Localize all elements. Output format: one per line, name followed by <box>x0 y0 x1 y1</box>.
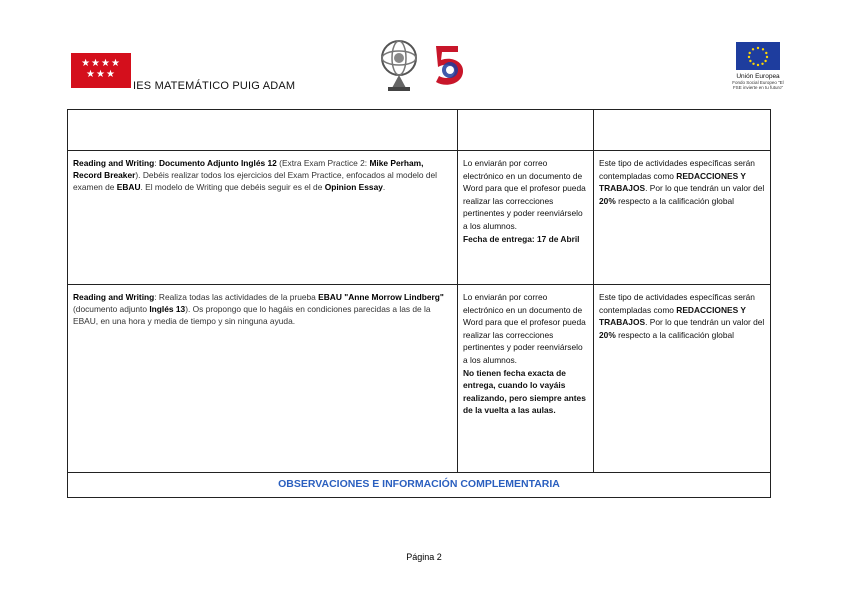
text-span: . El modelo de Writing que debéis seguir es el de <box>140 182 325 192</box>
empty-cell <box>68 110 458 151</box>
text-span: : <box>154 158 159 168</box>
text-span: : Realiza todas las actividades de la prueba <box>154 292 319 302</box>
stars-icon: ★★★★ ★★★ <box>81 58 121 80</box>
observations-heading: OBSERVACIONES E INFORMACIÓN COMPLEMENTARIA <box>68 473 771 498</box>
test-name: EBAU "Anne Morrow Lindberg" <box>318 292 444 302</box>
text-span: Este tipo de actividades específicas serán contempladas como <box>599 292 755 315</box>
text-span: . Por lo que tendrán un valor del <box>645 317 765 328</box>
book-title: Mike Perham, Record Breaker <box>73 158 424 180</box>
activity-cell <box>68 151 458 285</box>
evaluation-cell <box>594 151 771 285</box>
eu-title: Unión Europea <box>736 73 780 80</box>
text-span: (Extra Exam Practice 2: <box>276 158 370 168</box>
delivery-text: Lo enviarán por correo electrónico en un documento de Word para que el profesor pueda realizar las correcciones pertinentes y poder reenviárselo a los alumnos. <box>463 292 586 365</box>
text-span: ). Debéis realizar todos los ejercicios del Exam Practice, enfocados al modelo del examen de <box>73 170 438 192</box>
text-span: . <box>382 182 386 192</box>
table-row <box>68 151 771 285</box>
activity-label: Reading and Writing <box>73 292 155 302</box>
delivery-text: Lo enviarán por correo electrónico en un documento de Word para que el profesor pueda realizar las correcciones pertinentes y poder reenviárselo a los alumnos. <box>463 158 586 231</box>
text-span: respecto a la calificación global <box>615 195 735 206</box>
activity-type: REDACCIONES Y TRABAJOS <box>599 170 746 194</box>
empty-cell <box>594 110 771 151</box>
activity-type: REDACCIONES Y TRABAJOS <box>599 304 746 328</box>
eu-subtitle: Fondo Social Europeo "El FSE invierte en tu futuro" <box>732 80 784 90</box>
school-name: IES MATEMÁTICO PUIG ADAM <box>133 80 296 92</box>
text-span: ). Os propongo que lo hagáis en condiciones parecidas a las de la EBAU, en una hora y media de tiempo y sin ninguna ayuda. <box>73 304 431 326</box>
grade-percentage: 20% <box>599 329 616 340</box>
eu-logo <box>728 42 788 90</box>
evaluation-cell <box>594 285 771 473</box>
armillary-emblem-icon <box>378 38 420 92</box>
text-span: respecto a la calificación global <box>615 329 735 340</box>
fifty-years-logo-icon <box>430 42 470 88</box>
activities-table <box>67 109 771 498</box>
attachment-name: Inglés 13 <box>149 304 186 314</box>
deadline-text: Fecha de entrega: 17 de Abril <box>463 233 580 244</box>
page-number: Página 2 <box>406 552 442 562</box>
text-span: . Por lo que tendrán un valor del <box>645 183 765 194</box>
table-row <box>68 110 771 151</box>
exam-name: EBAU <box>116 182 141 192</box>
eu-flag-icon <box>736 42 780 70</box>
madrid-flag-logo <box>71 53 131 88</box>
page-header <box>0 0 848 100</box>
delivery-cell <box>458 151 594 285</box>
attachment-name: Documento Adjunto Inglés 12 <box>158 158 277 168</box>
activity-cell <box>68 285 458 473</box>
activity-label: Reading and Writing <box>73 158 155 168</box>
empty-cell <box>458 110 594 151</box>
table-row <box>68 285 771 473</box>
deadline-text: No tienen fecha exacta de entrega, cuando lo vayáis realizando, pero siempre antes de la vuelta a las aulas. <box>463 367 586 416</box>
writing-model: Opinion Essay <box>324 182 383 192</box>
observations-row <box>68 473 771 498</box>
grade-percentage: 20% <box>599 195 616 206</box>
delivery-cell <box>458 285 594 473</box>
text-span: (documento adjunto <box>73 304 150 314</box>
text-span: Este tipo de actividades específicas serán contempladas como <box>599 158 755 181</box>
